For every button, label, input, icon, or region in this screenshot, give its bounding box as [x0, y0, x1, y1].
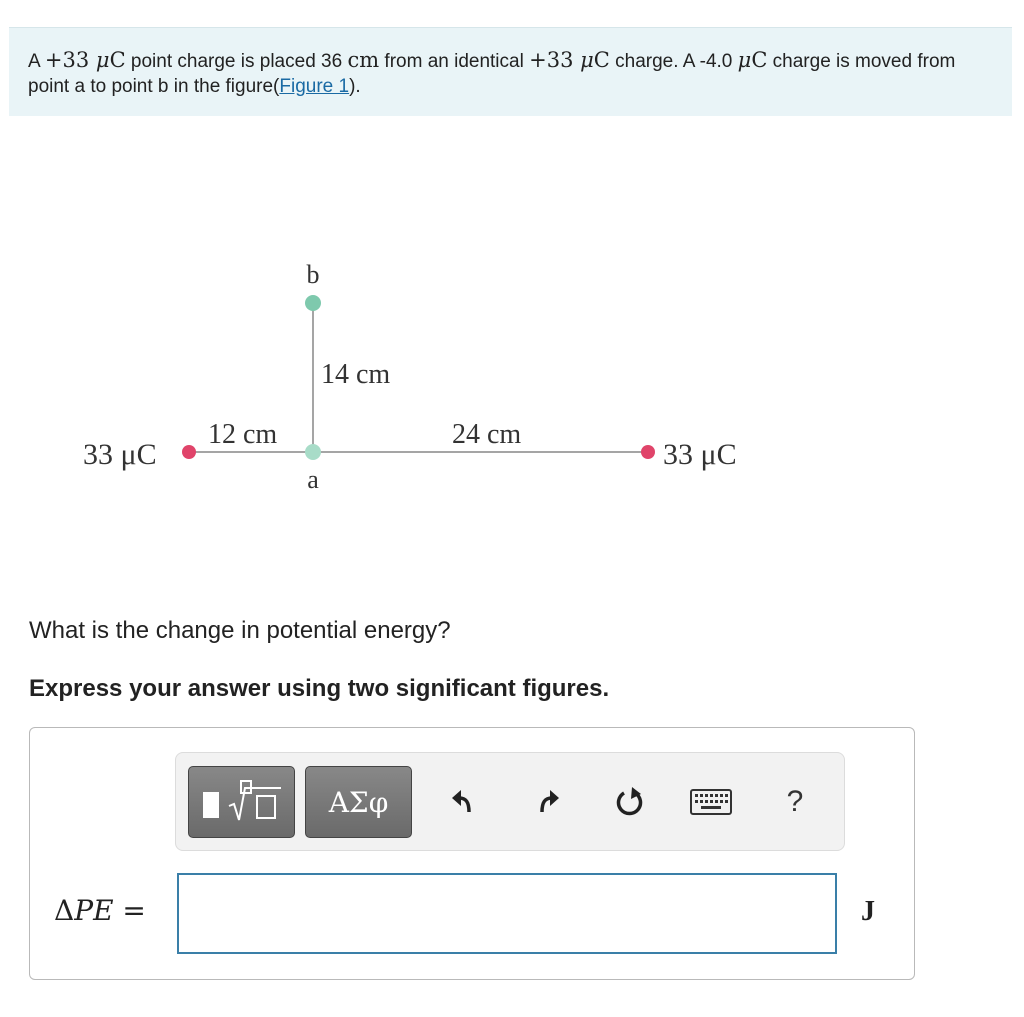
- question-text: What is the change in potential energy?: [29, 617, 451, 644]
- charge-unit-3: μC: [737, 48, 768, 72]
- redo-icon: [532, 787, 562, 817]
- point-b-label: b: [306, 260, 320, 289]
- problem-text-6: ).: [349, 76, 361, 97]
- symbols-button[interactable]: ΑΣφ: [305, 766, 412, 838]
- point-a-dot: [305, 444, 321, 460]
- keyboard-icon: [690, 789, 732, 815]
- problem-text-5: charge is moved from point a to point b in the figure(: [28, 51, 956, 97]
- templates-button[interactable]: [188, 766, 295, 838]
- distance-unit: cm: [347, 48, 380, 72]
- problem-text-3: from an identical: [379, 51, 530, 72]
- undo-icon: [449, 787, 479, 817]
- point-b-dot: [305, 295, 321, 311]
- problem-statement: [9, 27, 1012, 116]
- problem-text-4: charge. A -4.0: [609, 51, 738, 72]
- left-charge-dot: [182, 445, 196, 459]
- charge-math-2: +33 μC: [529, 48, 610, 72]
- fraction-root-icon: [199, 778, 285, 826]
- left-charge-label: 33 μC: [83, 438, 157, 471]
- unit-label: J: [861, 896, 875, 927]
- problem-text-1: A: [28, 51, 45, 72]
- answer-input[interactable]: [177, 873, 837, 954]
- instruction-text: Express your answer using two significant figures.: [29, 675, 610, 702]
- charge-figure: [0, 240, 1024, 520]
- redo-button[interactable]: [525, 780, 569, 824]
- help-button[interactable]: ?: [786, 785, 804, 818]
- math-toolbar: [175, 752, 845, 851]
- reset-button[interactable]: [608, 780, 652, 824]
- answer-label: ΔPE =: [54, 894, 146, 927]
- problem-text-2: point charge is placed 36: [125, 51, 348, 72]
- charge-math-1: +33 μC: [44, 48, 126, 72]
- keyboard-button[interactable]: [689, 780, 733, 824]
- reset-icon: [613, 785, 647, 819]
- right-charge-label: 33 μC: [663, 438, 737, 471]
- distance-right-label: 24 cm: [452, 419, 522, 450]
- distance-left-label: 12 cm: [208, 419, 278, 450]
- figure-link[interactable]: Figure 1: [279, 76, 350, 97]
- distance-ab-label: 14 cm: [321, 359, 391, 390]
- point-a-label: a: [307, 465, 319, 494]
- undo-button[interactable]: [442, 780, 486, 824]
- answer-panel: [29, 727, 915, 980]
- right-charge-dot: [641, 445, 655, 459]
